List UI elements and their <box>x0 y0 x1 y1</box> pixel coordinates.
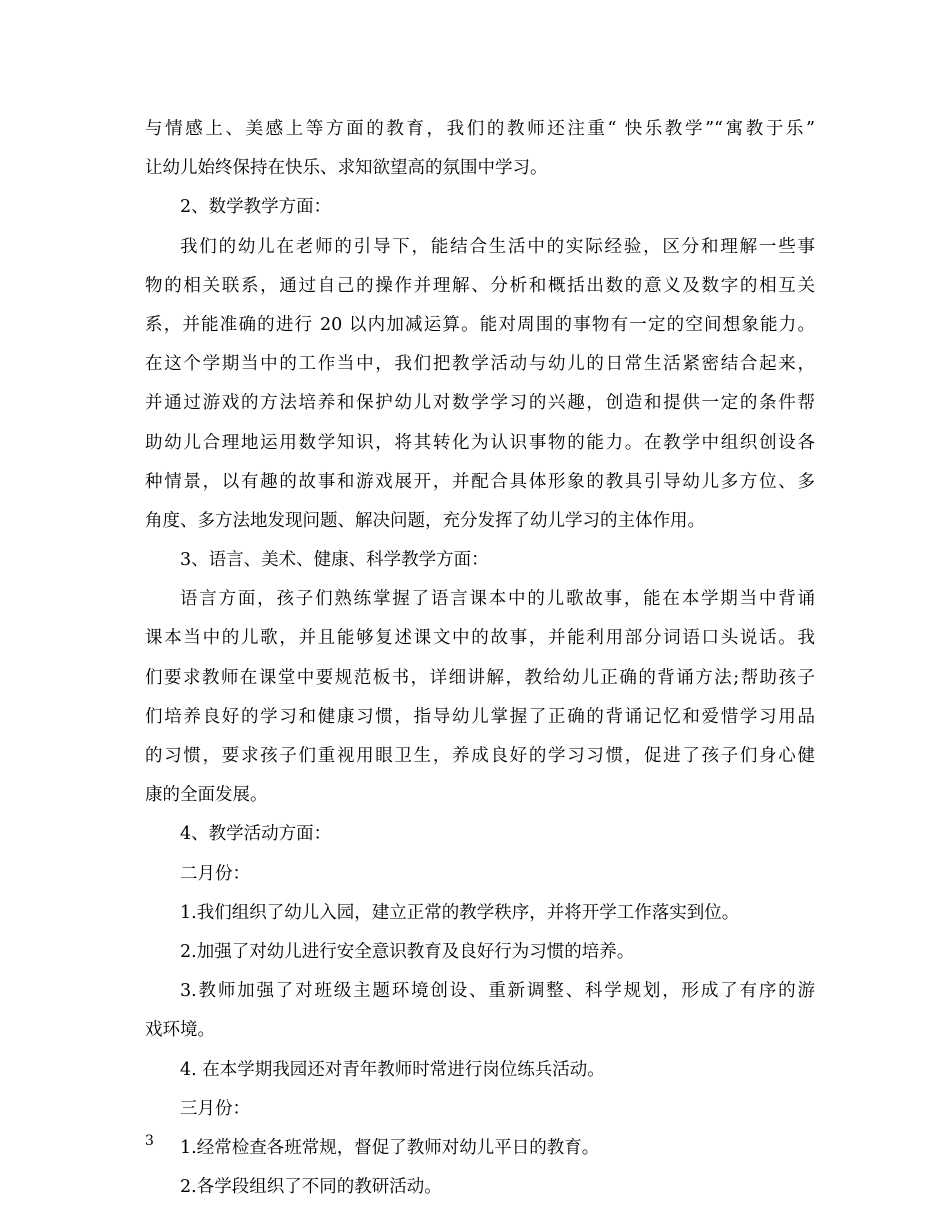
text-line: 课本当中的儿歌，并且能够复述课文中的故事，并能利用部分词语口头说话。我 <box>145 628 815 649</box>
text-line: 角度、多方法地发现问题、解决问题，充分发挥了幼儿学习的主体作用。 <box>145 510 705 531</box>
text-line: 与情感上、美感上等方面的教育，我们的教师还注重“ 快乐教学”“寓教于乐” <box>145 119 815 139</box>
text-line: 助幼儿合理地运用数学知识，将其转化为认识事物的能力。在教学中组织创设各 <box>145 432 815 453</box>
text-line: 们要求教师在课堂中要规范板书，详细讲解，教给幼儿正确的背诵方法;帮助孩子 <box>145 667 815 688</box>
text-line: 2.各学段组织了不同的教研活动。 <box>180 1177 442 1198</box>
text-line: 1.经常检查各班常规，督促了教师对幼儿平日的教育。 <box>180 1137 600 1158</box>
text-line: 物的相关联系，通过自己的操作并理解、分析和概括出数的意义及数字的相互关 <box>145 275 815 296</box>
text-line: 康的全面发展。 <box>145 785 268 806</box>
text-line: 并通过游戏的方法培养和保护幼儿对数学学习的兴趣，创造和提供一定的条件帮 <box>145 393 815 414</box>
text-line: 2、数学教学方面： <box>180 197 332 218</box>
text-line: 在这个学期当中的工作当中，我们把教学活动与幼儿的日常生活紧密结合起来， <box>145 354 815 375</box>
text-line: 1.我们组织了幼儿入园，建立正常的教学秩序，并将开学工作落实到位。 <box>180 902 740 923</box>
text-line: 二月份： <box>180 863 250 884</box>
text-line: 我们的幼儿在老师的引导下，能结合生活中的实际经验，区分和理解一些事 <box>180 236 815 257</box>
text-line: 三月份： <box>180 1098 250 1119</box>
text-line: 们培养良好的学习和健康习惯，指导幼儿掌握了正确的背诵记忆和爱惜学习用品 <box>145 706 815 727</box>
text-line: 系，并能准确的进行 20 以内加减运算。能对周围的事物有一定的空间想象能力。 <box>145 314 815 335</box>
text-line: 的习惯，要求孩子们重视用眼卫生，养成良好的学习习惯，促进了孩子们身心健 <box>145 746 815 766</box>
text-line: 种情景，以有趣的故事和游戏展开，并配合具体形象的教具引导幼儿多方位、多 <box>145 471 815 492</box>
text-line: 4、教学活动方面： <box>180 824 332 845</box>
text-line: 让幼儿始终保持在快乐、求知欲望高的氛围中学习。 <box>145 158 548 179</box>
text-line: 3、语言、美术、健康、科学教学方面： <box>180 550 489 571</box>
text-line: 戏环境。 <box>145 1020 215 1041</box>
text-line: 3.教师加强了对班级主题环境创设、重新调整、科学规划，形成了有序的游 <box>180 981 815 1002</box>
text-line: 语言方面，孩子们熟练掌握了语言课本中的儿歌故事，能在本学期当中背诵 <box>180 589 815 610</box>
text-line: 2.加强了对幼儿进行安全意识教育及良好行为习惯的培养。 <box>180 941 635 962</box>
body-text <box>145 110 815 1207</box>
page-number: 3 <box>145 1133 154 1149</box>
text-line: 4. 在本学期我园还对青年教师时常进行岗位练兵活动。 <box>180 1059 605 1080</box>
